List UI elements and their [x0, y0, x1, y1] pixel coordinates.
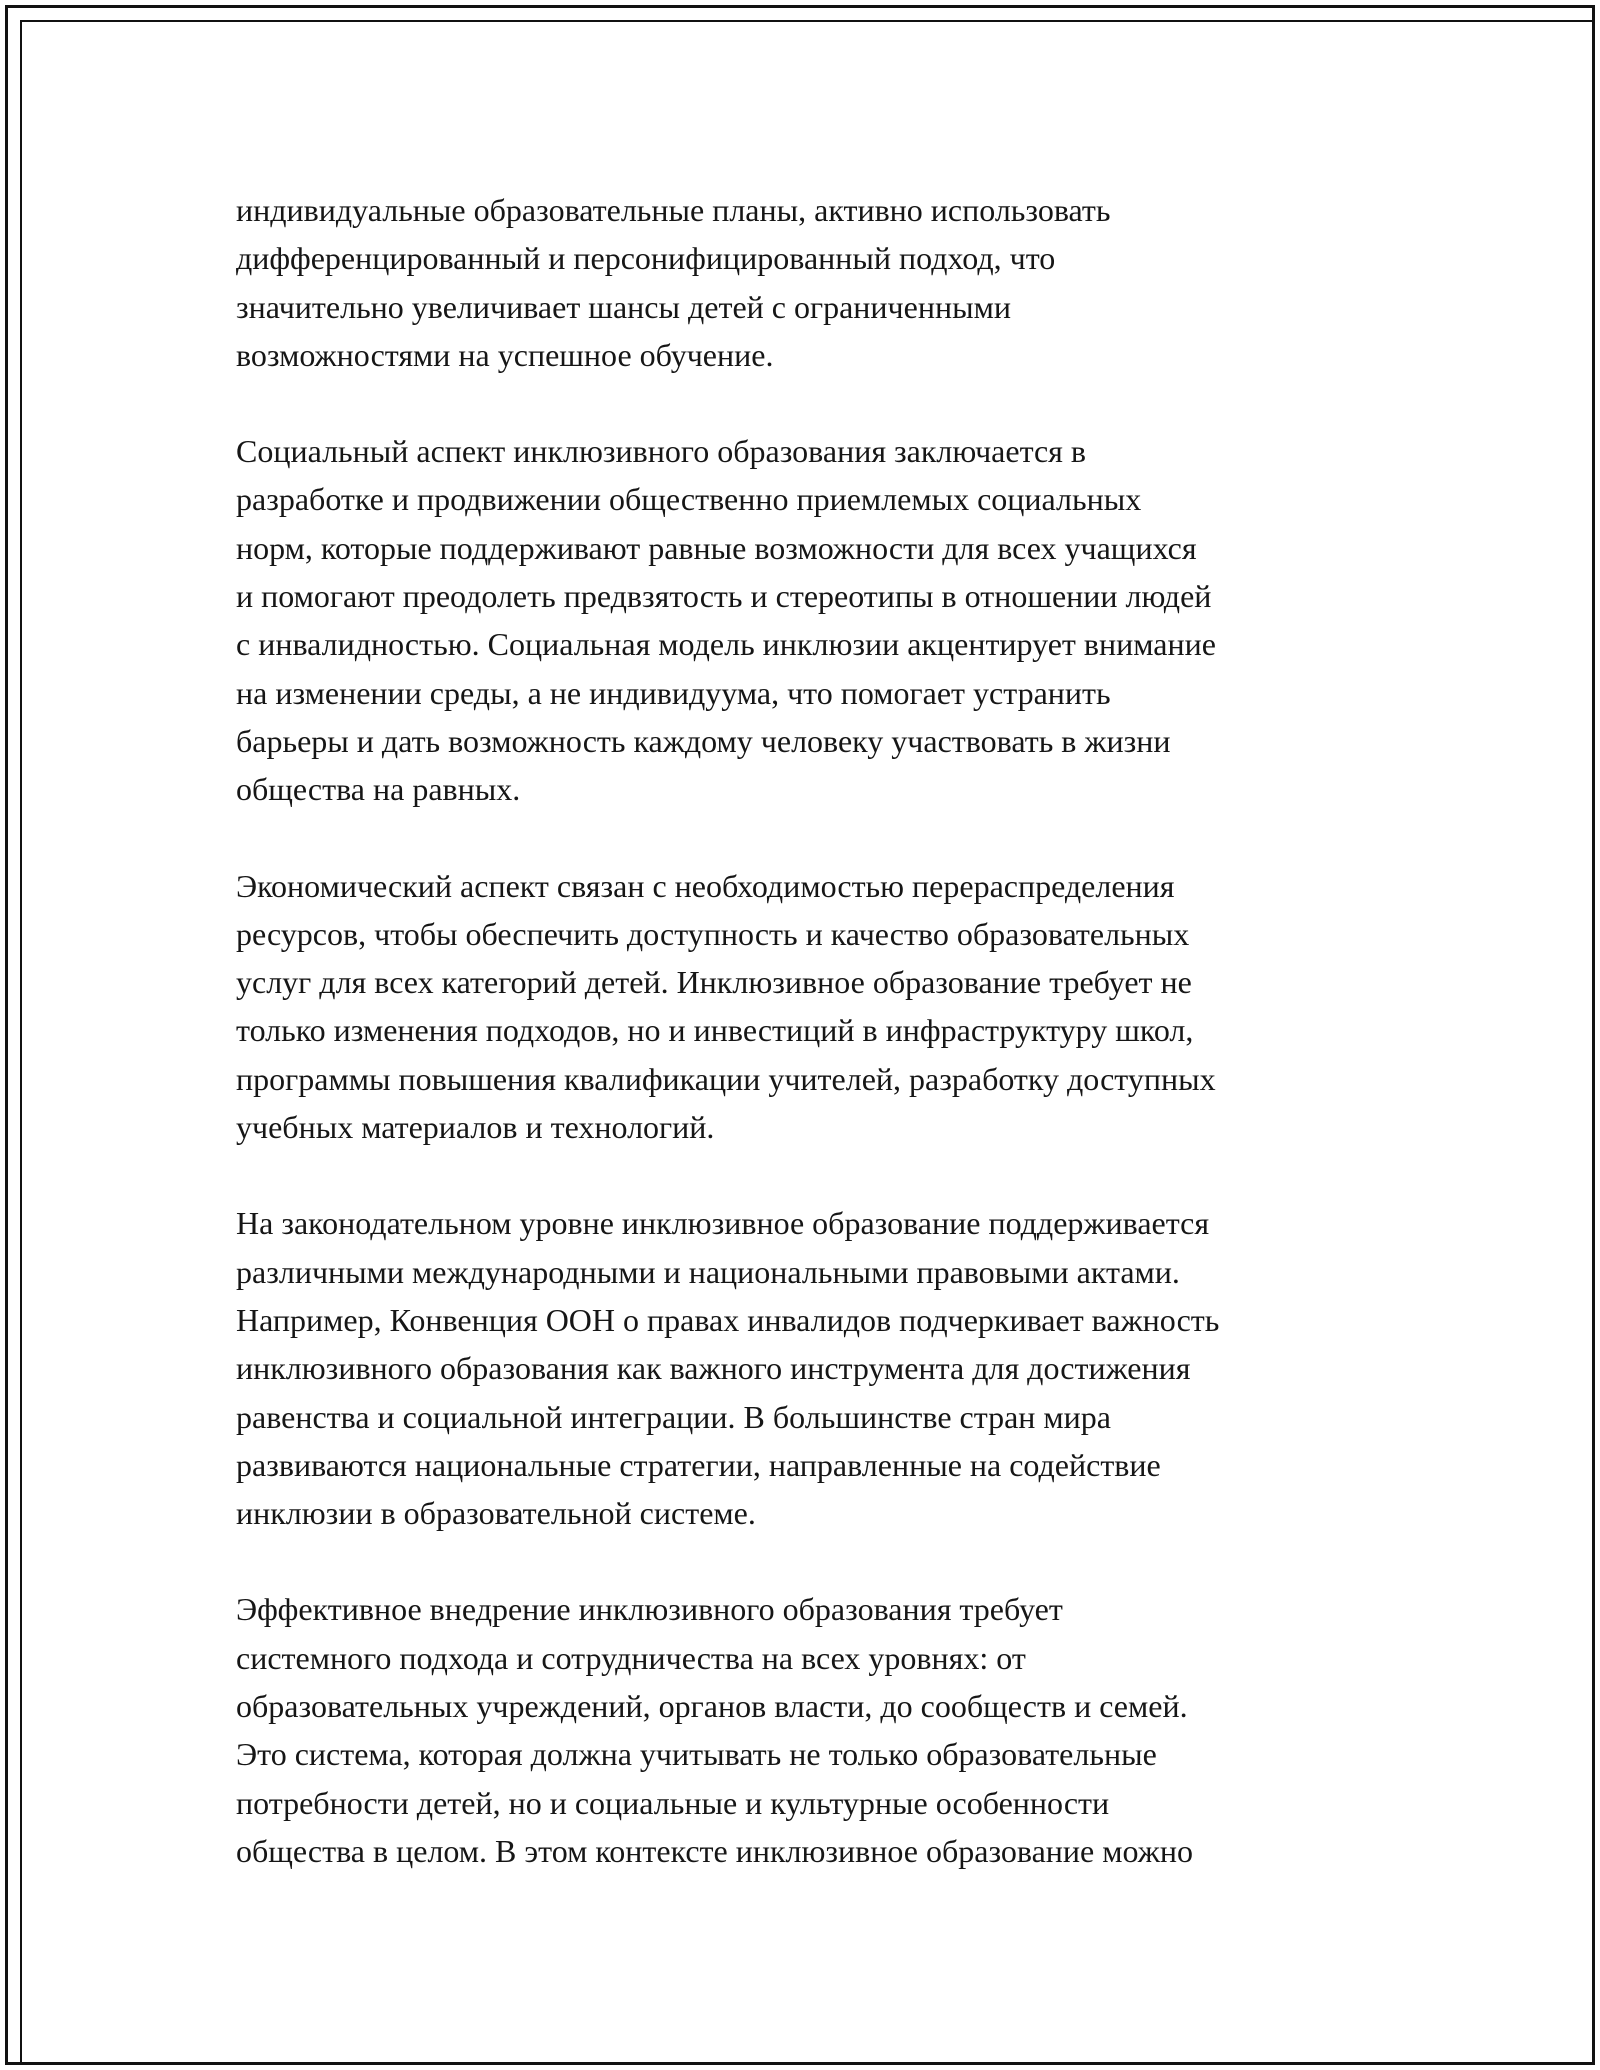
text-line: норм, которые поддерживают равные возможности для всех учащихся — [236, 529, 1197, 566]
paragraph-legislative-level — [236, 1199, 1376, 1537]
text-line: разработке и продвижении общественно приемлемых социальных — [236, 481, 1142, 518]
text-line: различными международными и национальными правовыми актами. — [236, 1253, 1180, 1290]
text-line: Это система, которая должна учитывать не только образовательные — [236, 1736, 1157, 1773]
document-body — [236, 186, 1376, 1923]
text-line: только изменения подходов, но и инвестиций в инфраструктуру школ, — [236, 1012, 1194, 1049]
text-line: ресурсов, чтобы обеспечить доступность и качество образовательных — [236, 915, 1190, 952]
paragraph-economic-aspect — [236, 862, 1376, 1152]
text-line: и помогают преодолеть предвзятость и стереотипы в отношении людей — [236, 578, 1212, 615]
text-line: На законодательном уровне инклюзивное образование поддерживается — [236, 1205, 1210, 1242]
text-line: общества на равных. — [236, 771, 521, 808]
text-line: дифференцированный и персонифицированный подход, что — [236, 240, 1056, 277]
text-line: услуг для всех категорий детей. Инклюзивное образование требует не — [236, 964, 1192, 1001]
text-line: инклюзии в образовательной системе. — [236, 1495, 756, 1532]
text-line: потребности детей, но и социальные и культурные особенности — [236, 1784, 1110, 1821]
text-line: Социальный аспект инклюзивного образования заключается в — [236, 433, 1086, 470]
paragraph-individual-plans — [236, 186, 1376, 379]
text-line: равенства и социальной интеграции. В большинстве стран мира — [236, 1398, 1111, 1435]
text-line: образовательных учреждений, органов власти, до сообществ и семей. — [236, 1688, 1188, 1725]
text-line: Эффективное внедрение инклюзивного образования требует — [236, 1591, 1063, 1628]
text-line: на изменении среды, а не индивидуума, что помогает устранить — [236, 674, 1111, 711]
text-line: общества в целом. В этом контексте инклюзивное образование можно — [236, 1832, 1193, 1869]
text-line: программы повышения квалификации учителей, разработку доступных — [236, 1060, 1216, 1097]
text-line: Например, Конвенция ООН о правах инвалидов подчеркивает важность — [236, 1301, 1220, 1338]
text-line: системного подхода и сотрудничества на всех уровнях: от — [236, 1639, 1026, 1676]
text-line: значительно увеличивает шансы детей с ограниченными — [236, 288, 1011, 325]
text-line: инклюзивного образования как важного инструмента для достижения — [236, 1350, 1191, 1387]
text-line: развиваются национальные стратегии, направленные на содействие — [236, 1446, 1161, 1483]
text-line: барьеры и дать возможность каждому человеку участвовать в жизни — [236, 722, 1171, 759]
paragraph-effective-implementation — [236, 1585, 1376, 1875]
text-line: с инвалидностью. Социальная модель инклюзии акцентирует внимание — [236, 626, 1216, 663]
text-line: возможностями на успешное обучение. — [236, 336, 774, 373]
text-line: учебных материалов и технологий. — [236, 1109, 715, 1146]
text-line: Экономический аспект связан с необходимостью перераспределения — [236, 867, 1175, 904]
text-line: индивидуальные образовательные планы, активно использовать — [236, 192, 1111, 228]
paragraph-social-aspect — [236, 427, 1376, 813]
